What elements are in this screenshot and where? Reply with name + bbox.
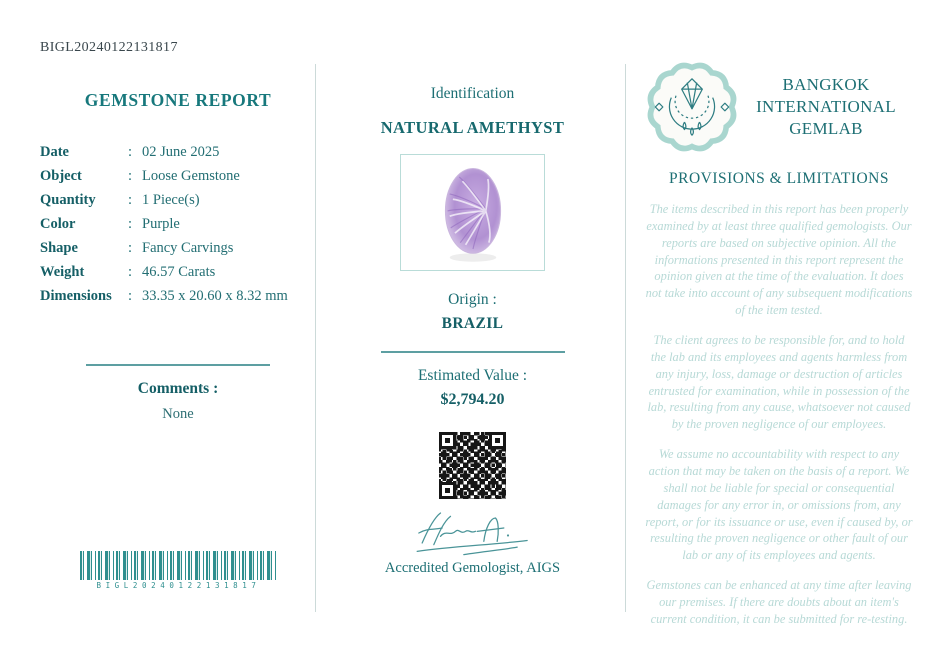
estimated-value-label: Estimated Value : [417, 367, 528, 384]
field-label: Dimensions [40, 288, 112, 304]
provisions-paragraph: Gemstones can be enhanced at any time after leaving our premises. If there are doubts about an item's current condition, it can be submitted for re-testing. [646, 578, 912, 626]
provisions-text [645, 201, 913, 628]
gemologist-signature [398, 508, 548, 558]
report-details-section [40, 90, 316, 303]
field-row-object [40, 169, 316, 183]
provisions-paragraph: The items described in this report has been properly examined by at least three qualified gemologists. Our reports are based on subjective opinion. All the informations presented in this report represent the opinion given at the time of the evaluation. It does not take into account of any subsequent modifications of the item tested. [645, 202, 913, 318]
gemologist-title: Accredited Gemologist, AIGS [384, 560, 561, 576]
value-divider-line [381, 351, 565, 353]
field-label: Object [40, 168, 82, 184]
estimated-value: $2,794.20 [440, 391, 505, 408]
lab-name-line: BANGKOK [782, 74, 870, 94]
field-value: 02 June 2025 [142, 144, 220, 160]
field-label: Date [40, 144, 69, 160]
lab-name-line: INTERNATIONAL [756, 96, 896, 116]
qr-pattern [439, 432, 506, 499]
field-row-color [40, 217, 316, 231]
qr-finder-icon [489, 432, 506, 449]
lab-header [645, 60, 913, 154]
field-separator: : [128, 264, 133, 280]
provisions-paragraph: We assume no accountability with respect to any action that may be taken on the basis of a report. We shall not be liable for special or consequential damages for any error in, or omissions from, any report, or for its issuance or use, even if caused by, or resulting the proven negligence or other fault of our lab or any of its employees and agents. [645, 447, 913, 563]
gemstone-image [418, 160, 528, 266]
field-value: Fancy Carvings [142, 240, 234, 256]
field-separator: : [128, 192, 133, 208]
lab-name-line: GEMLAB [789, 119, 863, 139]
gemlab-logo-icon [645, 60, 739, 154]
field-value: 46.57 Carats [142, 264, 216, 280]
origin-label: Origin : [448, 291, 497, 308]
identification-heading: Identification [430, 85, 515, 102]
field-separator: : [128, 240, 133, 256]
field-label: Shape [40, 240, 78, 256]
field-label: Weight [40, 264, 85, 280]
report-fields [40, 145, 316, 303]
field-row-quantity [40, 193, 316, 207]
comments-value: None [162, 406, 194, 422]
qr-finder-icon [439, 482, 456, 499]
field-value: Purple [142, 216, 180, 232]
provisions-paragraph: The client agrees to be responsible for, and to hold the lab and its employees and agents harmless from any injury, loss, damage or destruction of articles entrusted for examination, while in possession of the lab, resulting from any cause, whatsoever not caused by the proven negligence of our employees. [647, 333, 911, 432]
field-value: 33.35 x 20.60 x 8.32 mm [142, 288, 288, 304]
comments-divider-line [86, 364, 270, 366]
column-divider-right [625, 64, 626, 612]
gemstone-photo-frame [400, 154, 545, 271]
provisions-heading: PROVISIONS & LIMITATIONS [668, 170, 890, 187]
field-separator: : [128, 216, 133, 232]
field-row-weight [40, 265, 316, 279]
identification-section [330, 85, 615, 577]
comments-section [40, 364, 316, 423]
gem-name: NATURAL AMETHYST [380, 118, 565, 137]
qr-finder-icon [439, 432, 456, 449]
barcode-icon [80, 551, 277, 580]
qr-code-icon [436, 429, 509, 502]
field-value: Loose Gemstone [142, 168, 240, 184]
field-row-dimensions [40, 289, 316, 303]
report-title: GEMSTONE REPORT [84, 90, 272, 110]
comments-label: Comments : [137, 380, 219, 397]
barcode-block [80, 551, 277, 590]
field-label: Quantity [40, 192, 96, 208]
lab-name [739, 74, 913, 140]
report-number: BIGL20240122131817 [40, 40, 178, 55]
field-value: 1 Piece(s) [142, 192, 200, 208]
column-divider-left [315, 64, 316, 612]
origin-value: BRAZIL [441, 315, 504, 332]
field-separator: : [128, 288, 133, 304]
field-row-date [40, 145, 316, 159]
lab-section [645, 60, 913, 628]
field-separator: : [128, 144, 133, 160]
field-separator: : [128, 168, 133, 184]
barcode-text: BIGL20240122131817 [96, 581, 261, 590]
field-label: Color [40, 216, 76, 232]
field-row-shape [40, 241, 316, 255]
